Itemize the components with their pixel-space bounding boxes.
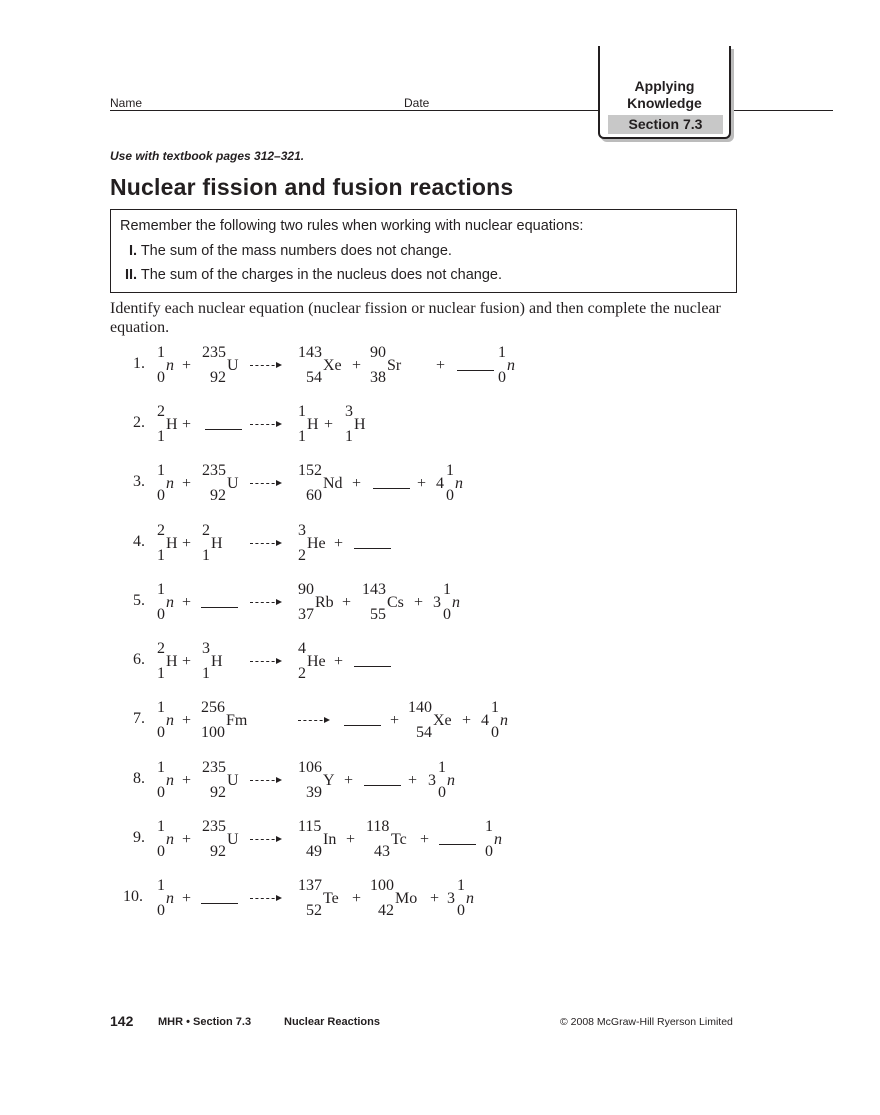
answer-blank[interactable] [205,429,242,430]
reaction-arrow [250,483,280,484]
atomic-number: 37 [298,606,314,623]
plus-sign: + [430,890,440,907]
page-title: Nuclear fission and fusion reactions [110,174,514,200]
mass-number: 1 [443,581,451,598]
equation-number: 6. [133,651,145,668]
equation-8 [0,759,880,831]
plus-sign: + [352,890,362,907]
element-symbol: n [166,712,174,729]
mass-number: 1 [157,344,165,361]
textbook-pages-note: Use with textbook pages 312–321. [110,149,305,163]
plus-sign: + [182,653,192,670]
plus-sign: + [420,831,430,848]
answer-blank[interactable] [201,903,238,904]
atomic-number: 2 [298,665,306,682]
plus-sign: + [352,475,362,492]
mass-number: 1 [157,877,165,894]
equation-number: 8. [133,770,145,787]
plus-sign: + [408,772,418,789]
reaction-arrow [250,898,280,899]
equation-5 [0,581,880,653]
tab-title-line2: Knowledge [627,95,702,111]
coefficient: 3 [447,890,455,907]
plus-sign: + [182,712,192,729]
footer-publisher-section: MHR • Section 7.3 [158,1016,252,1028]
mass-number: 137 [298,877,322,894]
element-symbol: Fm [226,712,248,729]
atomic-number: 1 [345,428,353,445]
date-label: Date [404,96,430,110]
instructions: Identify each nuclear equation (nuclear fission or nuclear fusion) and then complete the nuclear equation. [110,300,721,336]
atomic-number: 49 [306,843,322,860]
element-symbol: n [166,475,174,492]
plus-sign: + [352,357,362,374]
element-symbol: n [500,712,508,729]
atomic-number: 92 [210,369,226,386]
equation-1 [0,344,880,416]
element-symbol: n [494,831,502,848]
atomic-number: 0 [457,902,465,919]
mass-number: 2 [202,522,210,539]
mass-number: 1 [438,759,446,776]
atomic-number: 1 [202,547,210,564]
element-symbol: H [307,416,319,433]
element-symbol: Xe [433,712,452,729]
mass-number: 118 [366,818,390,835]
mass-number: 2 [157,403,165,420]
answer-blank[interactable] [373,488,410,489]
mass-number: 3 [202,640,210,657]
mass-number: 3 [345,403,353,420]
mass-number: 1 [157,699,165,716]
element-symbol: Tc [391,831,407,848]
atomic-number: 54 [306,369,322,386]
atomic-number: 54 [416,724,432,741]
element-symbol: n [447,772,455,789]
answer-blank[interactable] [354,666,391,667]
coefficient: 4 [481,712,489,729]
reaction-arrow [250,602,280,603]
mass-number: 3 [298,522,306,539]
plus-sign: + [182,594,192,611]
atomic-number: 0 [157,724,165,741]
element-symbol: H [211,653,223,670]
plus-sign: + [344,772,354,789]
rule-1-text: The sum of the mass numbers does not change. [137,243,452,259]
coefficient: 3 [428,772,436,789]
element-symbol: Xe [323,357,342,374]
answer-blank[interactable] [439,844,476,845]
atomic-number: 92 [210,487,226,504]
plus-sign: + [346,831,356,848]
footer-chapter-title: Nuclear Reactions [284,1016,380,1028]
mass-number: 106 [298,759,322,776]
reaction-arrow [298,720,328,721]
atomic-number: 1 [157,665,165,682]
element-symbol: n [166,831,174,848]
plus-sign: + [414,594,424,611]
plus-sign: + [390,712,400,729]
plus-sign: + [342,594,352,611]
element-symbol: Rb [315,594,334,611]
element-symbol: He [307,535,326,552]
mass-number: 90 [298,581,314,598]
atomic-number: 92 [210,784,226,801]
atomic-number: 0 [157,784,165,801]
atomic-number: 42 [378,902,394,919]
atomic-number: 1 [157,428,165,445]
plus-sign: + [182,357,192,374]
mass-number: 1 [446,462,454,479]
rule-2 [125,267,502,283]
element-symbol: He [307,653,326,670]
coefficient: 4 [436,475,444,492]
plus-sign: + [334,653,344,670]
reaction-arrow [250,365,280,366]
section-badge: Section 7.3 [608,115,723,134]
atomic-number: 0 [491,724,499,741]
plus-sign: + [324,416,334,433]
atomic-number: 38 [370,369,386,386]
atomic-number: 2 [298,547,306,564]
mass-number: 1 [457,877,465,894]
atomic-number: 1 [202,665,210,682]
mass-number: 1 [491,699,499,716]
rule-1-number: I. [129,243,138,259]
element-symbol: Cs [387,594,404,611]
atomic-number: 0 [498,369,506,386]
mass-number: 140 [408,699,432,716]
element-symbol: n [466,890,474,907]
element-symbol: Mo [395,890,418,907]
element-symbol: H [166,653,178,670]
reaction-arrow [250,780,280,781]
answer-blank[interactable] [354,548,391,549]
mass-number: 1 [498,344,506,361]
equation-number: 2. [133,414,145,431]
element-symbol: H [166,535,178,552]
rule-2-number: II. [125,267,138,283]
element-symbol: U [227,357,239,374]
mass-number: 235 [202,818,226,835]
element-symbol: U [227,772,239,789]
mass-number: 1 [157,759,165,776]
element-symbol: n [507,357,515,374]
mass-number: 100 [370,877,394,894]
element-symbol: Nd [323,475,343,492]
mass-number: 1 [485,818,493,835]
element-symbol: H [354,416,366,433]
equation-3 [0,462,880,534]
atomic-number: 0 [443,606,451,623]
atomic-number: 0 [446,487,454,504]
atomic-number: 60 [306,487,322,504]
atomic-number: 0 [157,843,165,860]
element-symbol: In [323,831,337,848]
answer-blank[interactable] [457,370,494,371]
atomic-number: 0 [157,902,165,919]
element-symbol: U [227,831,239,848]
plus-sign: + [182,772,192,789]
mass-number: 235 [202,462,226,479]
atomic-number: 43 [374,843,390,860]
element-symbol: H [166,416,178,433]
atomic-number: 0 [157,606,165,623]
atomic-number: 1 [298,428,306,445]
atomic-number: 0 [157,487,165,504]
plus-sign: + [182,890,192,907]
element-symbol: n [455,475,463,492]
mass-number: 115 [298,818,322,835]
atomic-number: 52 [306,902,322,919]
rule-2-text: The sum of the charges in the nucleus does not change. [137,267,502,283]
equation-number: 1. [133,355,145,372]
mass-number: 90 [370,344,386,361]
mass-number: 1 [157,818,165,835]
equation-number: 4. [133,533,145,550]
mass-number: 4 [298,640,306,657]
element-symbol: Y [323,772,335,789]
equation-number: 10. [123,888,143,905]
atomic-number: 55 [370,606,386,623]
atomic-number: 39 [306,784,322,801]
plus-sign: + [182,416,192,433]
element-symbol: n [166,594,174,611]
mass-number: 143 [298,344,322,361]
answer-blank[interactable] [201,607,238,608]
mass-number: 2 [157,522,165,539]
applying-knowledge-tab [598,46,731,139]
equation-6 [0,640,880,712]
reaction-arrow [250,839,280,840]
coefficient: 3 [433,594,441,611]
mass-number: 152 [298,462,322,479]
mass-number: 1 [157,581,165,598]
plus-sign: + [462,712,472,729]
plus-sign: + [436,357,446,374]
atomic-number: 0 [438,784,446,801]
equation-number: 9. [133,829,145,846]
mass-number: 143 [362,581,386,598]
atomic-number: 100 [201,724,225,741]
atomic-number: 0 [485,843,493,860]
atomic-number: 0 [157,369,165,386]
copyright: © 2008 McGraw-Hill Ryerson Limited [560,1016,733,1028]
element-symbol: U [227,475,239,492]
equation-number: 5. [133,592,145,609]
mass-number: 235 [202,344,226,361]
plus-sign: + [182,475,192,492]
name-label: Name [110,96,143,110]
rules-box [110,209,737,293]
equation-2 [0,403,880,475]
equation-number: 3. [133,473,145,490]
plus-sign: + [182,535,192,552]
atomic-number: 92 [210,843,226,860]
equation-4 [0,522,880,594]
reaction-arrow [250,543,280,544]
mass-number: 1 [157,462,165,479]
mass-number: 256 [201,699,225,716]
mass-number: 2 [157,640,165,657]
element-symbol: n [166,357,174,374]
reaction-arrow [250,661,280,662]
mass-number: 235 [202,759,226,776]
reaction-arrow [250,424,280,425]
equation-10 [0,877,880,949]
equation-9 [0,818,880,890]
answer-blank[interactable] [364,785,401,786]
element-symbol: Te [323,890,339,907]
mass-number: 1 [298,403,306,420]
plus-sign: + [417,475,427,492]
element-symbol: Sr [387,357,402,374]
element-symbol: H [211,535,223,552]
equation-number: 7. [133,710,145,727]
element-symbol: n [166,772,174,789]
page-number: 142 [110,1013,134,1029]
rules-intro: Remember the following two rules when working with nuclear equations: [120,218,584,234]
rule-1 [129,243,452,259]
element-symbol: n [452,594,460,611]
answer-blank[interactable] [344,725,381,726]
element-symbol: n [166,890,174,907]
plus-sign: + [334,535,344,552]
atomic-number: 1 [157,547,165,564]
plus-sign: + [182,831,192,848]
tab-title-line1: Applying [634,78,695,94]
